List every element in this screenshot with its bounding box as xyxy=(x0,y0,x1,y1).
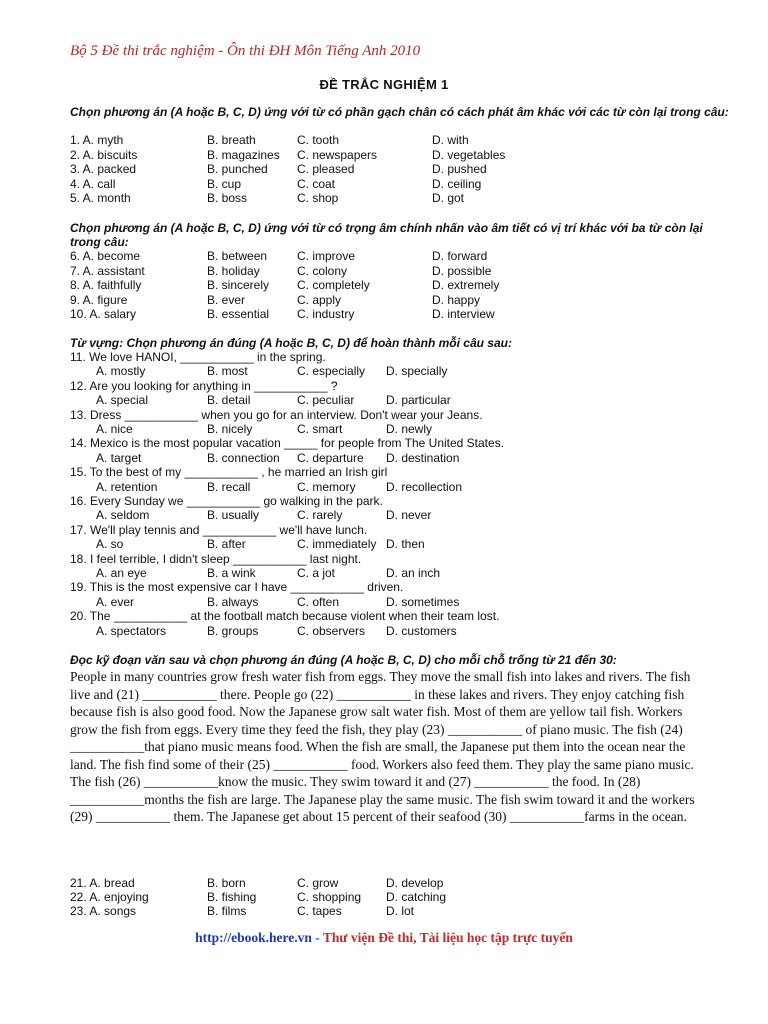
option-a: 10. A. salary xyxy=(70,307,137,321)
option-d: D. destination xyxy=(386,450,460,465)
option-a: 1. A. myth xyxy=(70,133,124,147)
passage-text: People in many countries grow fresh water fish from eggs. They move the small fish into lakes and rivers. The fish live and (21) ___________ there. People go (22) ___________ in these lakes and rivers. They enjoy catching fish because fish is also good food. Now the Japanese grow salt water fish. Most of them are yellow tail fish. Workers grow the fish from eggs. Every time they feed the fish, they play (23) ___________ of piano music. The fish (24) ___________that piano music means food. When the fish are small, the Japanese put them into the ocean near the land. The fish find some of their (25) ___________ food. Workers also feed them. They play the same piano music. The fish (26) ___________know the music. They swim toward it and (27) ___________ the food. In (28) ___________months the fish are large. The Japanese play the same music. The fish swim toward it and the workers (29) ___________ them. The Japanese get about 15 percent of their seafood (30) ___________farms in the ocean. xyxy=(70,669,695,824)
section3-instruction: Từ vựng: Chọn phương án đúng (A hoặc B, C, D) để hoàn thành mỗi câu sau: xyxy=(70,336,512,350)
option-b: B. punched xyxy=(207,162,268,176)
option-b: B. detail xyxy=(207,393,251,408)
option-d: D. customers xyxy=(386,623,457,638)
option-b: B. born xyxy=(207,876,246,890)
option-a: 21. A. bread xyxy=(70,876,135,890)
reading-passage xyxy=(70,668,710,826)
option-a: 22. A. enjoying xyxy=(70,890,149,904)
option-d: D. possible xyxy=(432,263,492,278)
option-a: A. special xyxy=(96,393,149,408)
option-a: A. retention xyxy=(96,479,158,494)
option-b: B. recall xyxy=(207,479,251,494)
footer-library-text: Thư viện Đề thi, Tài liệu học tập trực tuyến xyxy=(322,930,573,945)
option-a: A. an eye xyxy=(96,566,147,580)
option-d: D. interview xyxy=(432,307,495,321)
option-c: C. newspapers xyxy=(297,147,378,162)
question-stem: 20. The ___________ at the football match because violent when their team lost. xyxy=(70,609,500,624)
document-header: Bộ 5 Đề thi trắc nghiệm - Ôn thi ĐH Môn Tiếng Anh 2010 xyxy=(70,43,421,59)
option-a: A. spectators xyxy=(96,623,167,638)
option-c: C. memory xyxy=(297,479,356,494)
option-c: C. rarely xyxy=(297,508,343,523)
option-a: 8. A. faithfully xyxy=(70,278,142,292)
option-b: B. most xyxy=(207,364,248,379)
option-b: B. fishing xyxy=(207,890,257,904)
option-a: A. mostly xyxy=(96,364,146,379)
option-a: 4. A. call xyxy=(70,176,116,191)
option-b: B. usually xyxy=(207,508,260,523)
option-d: D. vegetables xyxy=(432,147,506,162)
option-b: B. sincerely xyxy=(207,278,270,292)
option-d: D. got xyxy=(432,191,465,205)
option-d: D. then xyxy=(386,537,425,552)
option-d: D. pushed xyxy=(432,162,487,176)
option-a: A. nice xyxy=(96,422,133,436)
option-a: 23. A. songs xyxy=(70,904,137,918)
option-a: A. seldom xyxy=(96,508,150,523)
option-c: C. industry xyxy=(297,307,355,321)
option-b: B. boss xyxy=(207,191,248,205)
option-d: D. recollection xyxy=(386,479,463,494)
footer-separator: - xyxy=(311,930,323,945)
option-d: D. ceiling xyxy=(432,176,482,191)
option-a: 3. A. packed xyxy=(70,162,137,176)
question-stem: 13. Dress ___________ when you go for an interview. Don't wear your Jeans. xyxy=(70,407,483,422)
footer-url[interactable]: http://ebook.here.vn xyxy=(195,930,312,945)
option-d: D. extremely xyxy=(432,278,500,292)
option-a: 7. A. assistant xyxy=(70,263,145,278)
option-d: D. happy xyxy=(432,292,481,307)
option-a: A. target xyxy=(96,450,142,465)
option-b: B. ever xyxy=(207,292,246,307)
question-stem: 18. I feel terrible, I didn't sleep ___________ last night. xyxy=(70,551,362,566)
option-c: C. observers xyxy=(297,623,366,638)
question-stem: 15. To the best of my ___________ , he married an Irish girl xyxy=(70,465,388,480)
option-c: C. especially xyxy=(297,364,366,379)
option-b: B. groups xyxy=(207,623,259,638)
option-c: C. completely xyxy=(297,278,370,292)
option-d: D. lot xyxy=(386,904,415,918)
question-stem: 19. This is the most expensive car I have ___________ driven. xyxy=(70,580,404,595)
option-c: C. departure xyxy=(297,450,364,465)
option-d: D. forward xyxy=(432,249,488,263)
option-a: 5. A. month xyxy=(70,191,131,205)
option-c: C. peculiar xyxy=(297,393,355,408)
option-d: D. develop xyxy=(386,876,444,890)
option-a: 9. A. figure xyxy=(70,292,128,307)
question-stem: 12. Are you looking for anything in ___________ ? xyxy=(70,378,338,393)
option-c: C. apply xyxy=(297,292,342,307)
option-d: D. with xyxy=(432,133,469,147)
option-c: C. a jot xyxy=(297,566,336,580)
section1-instruction: Chọn phương án (A hoặc B, C, D) ứng với từ có phần gạch chân có cách phát âm khác với các từ còn lại trong câu: xyxy=(70,105,729,119)
exam-title: ĐỀ TRẮC NGHIỆM 1 xyxy=(319,77,449,92)
option-c: C. colony xyxy=(297,263,348,278)
option-c: C. coat xyxy=(297,176,336,191)
question-stem: 17. We'll play tennis and ___________ we'll have lunch. xyxy=(70,522,368,537)
option-d: D. an inch xyxy=(386,566,441,580)
option-c: C. often xyxy=(297,594,340,609)
option-b: B. between xyxy=(207,249,268,263)
option-d: D. sometimes xyxy=(386,594,460,609)
question-stem: 11. We love HANOI, ___________ in the spring. xyxy=(70,350,326,364)
option-b: B. cup xyxy=(207,176,242,191)
option-d: D. newly xyxy=(386,422,433,436)
option-c: C. immediately xyxy=(297,537,377,552)
option-b: B. breath xyxy=(207,133,256,147)
option-c: C. tapes xyxy=(297,904,342,918)
option-a: 2. A. biscuits xyxy=(70,147,138,162)
option-b: B. a wink xyxy=(207,566,256,580)
footer xyxy=(0,930,768,946)
option-b: B. magazines xyxy=(207,147,280,162)
option-a: 6. A. become xyxy=(70,249,141,263)
section4-instruction: Đọc kỹ đoạn văn sau và chọn phương án đúng (A hoặc B, C, D) cho mỗi chỗ trống từ 21 đến 30: xyxy=(70,653,617,667)
option-c: C. shop xyxy=(297,191,339,205)
section2-instruction: Chọn phương án (A hoặc B, C, D) ứng với từ có trọng âm chính nhấn vào âm tiết có vị trí khác với ba từ còn lại trong câu: xyxy=(70,221,703,249)
question-stem: 16. Every Sunday we ___________ go walking in the park. xyxy=(70,494,383,508)
option-b: B. films xyxy=(207,904,247,918)
option-c: C. pleased xyxy=(297,162,355,176)
option-b: B. holiday xyxy=(207,263,260,278)
option-c: C. tooth xyxy=(297,133,340,147)
question-stem: 14. Mexico is the most popular vacation _____ for people from The United States. xyxy=(70,436,505,451)
option-a: A. so xyxy=(96,537,124,552)
option-c: C. smart xyxy=(297,422,343,436)
option-b: B. essential xyxy=(207,307,270,321)
option-d: D. catching xyxy=(386,890,447,904)
option-c: C. shopping xyxy=(297,890,362,904)
option-b: B. connection xyxy=(207,450,280,465)
option-d: D. never xyxy=(386,508,432,523)
option-a: A. ever xyxy=(96,594,135,609)
option-c: C. grow xyxy=(297,876,339,890)
option-d: D. specially xyxy=(386,364,448,379)
option-b: B. nicely xyxy=(207,422,253,436)
option-b: B. always xyxy=(207,594,259,609)
option-c: C. improve xyxy=(297,249,356,263)
option-d: D. particular xyxy=(386,393,451,408)
option-b: B. after xyxy=(207,537,246,552)
